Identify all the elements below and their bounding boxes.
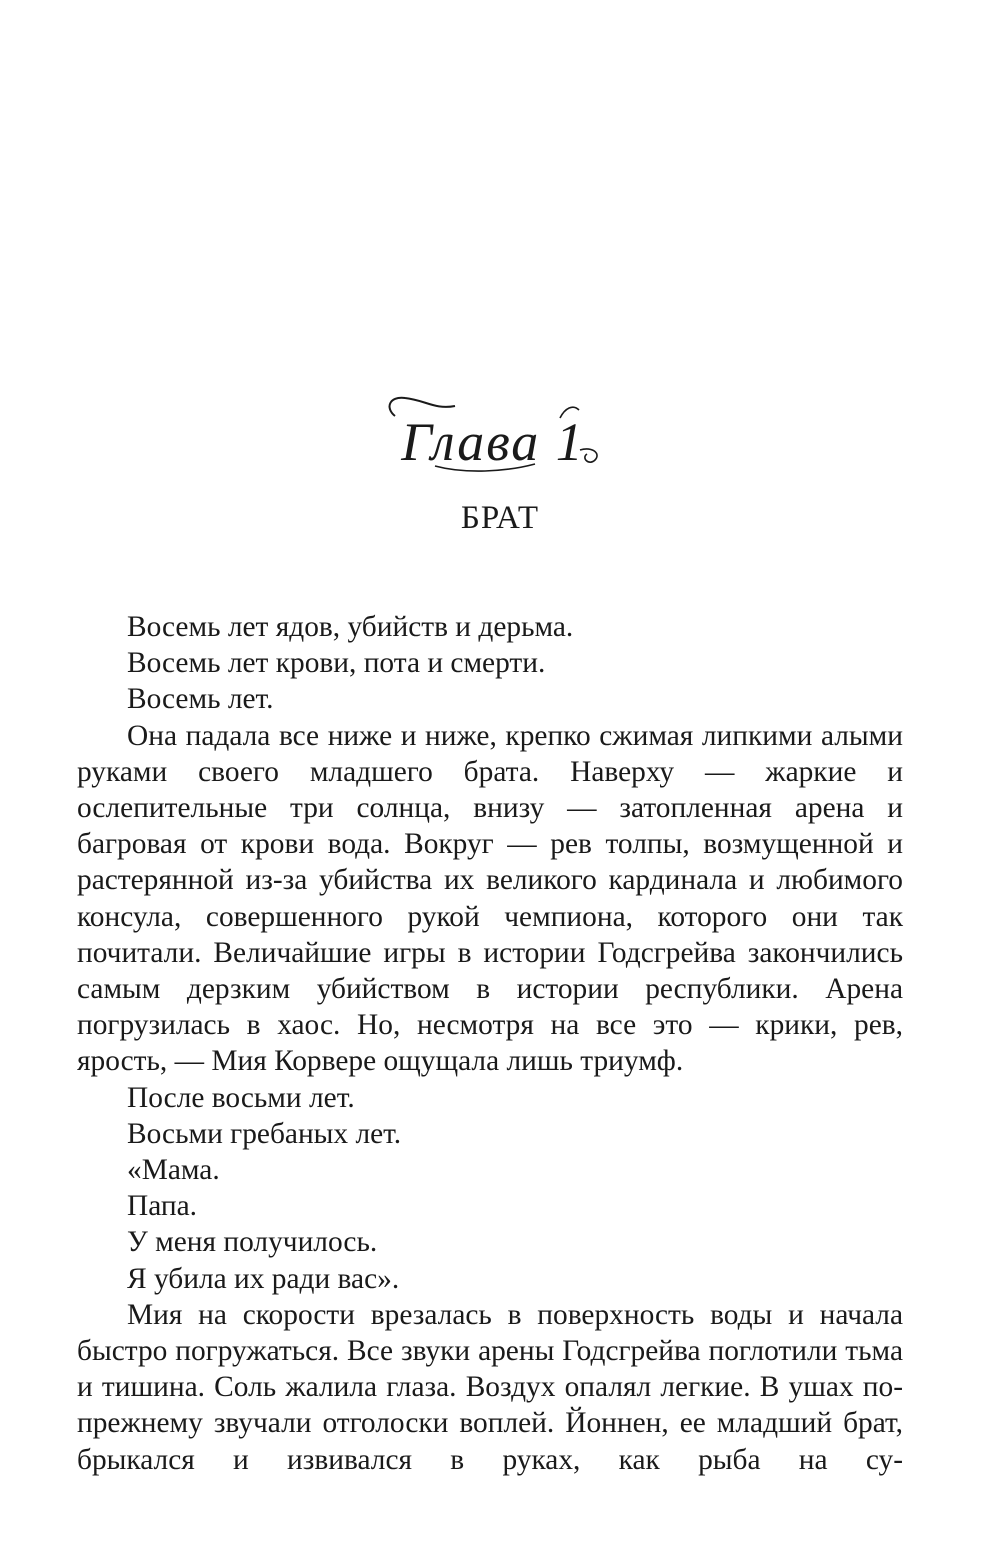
- paragraph: Мия на скорости врезалась в поверхность воды и начала быстро погружаться. Все звуки арены Годсгрейва поглотили тьма и тишина. Соль жалила глаза. Воздух опалял легкие. В ушах по-прежнему звучали отголоски воплей. Йоннен, ее младший брат, брыкался и извивался в руках, как рыба на су-: [77, 1298, 903, 1476]
- paragraph: Я убила их ради вас».: [127, 1262, 400, 1295]
- paragraph: Восемь лет крови, пота и смерти.: [127, 647, 546, 680]
- body-text: [77, 609, 903, 1478]
- paragraph: Восьми гребаных лет.: [127, 1117, 402, 1150]
- chapter-title: БРАТ: [460, 500, 540, 536]
- paragraph: Восемь лет ядов, убийств и дерьма.: [127, 611, 574, 643]
- paragraph: Папа.: [127, 1190, 198, 1223]
- paragraph: Восемь лет.: [127, 683, 274, 716]
- chapter-heading: [0, 388, 1000, 488]
- paragraph: После восьми лет.: [127, 1081, 355, 1114]
- chapter-ornament: [375, 388, 625, 488]
- chapter-label: Глава 1: [401, 412, 585, 472]
- paragraph: «Мама.: [127, 1154, 220, 1187]
- paragraph: Она падала все ниже и ниже, крепко сжимая липкими алыми руками своего младшего брата. Наверху — жаркие и ослепительные три солнца, внизу — затопленная арена и багровая от крови вода. Вокруг — рев толпы, возмущенной и растерянной из-за убийства их великого кардинала и любимого консула, совершенного рукой чемпиона, которого они так почитали. Величайшие игры в истории Годсгрейва закончились самым дерзким убийством в истории республики. Арена погрузилась в хаос. Но, несмотря на все это — крики, рев, ярость, — Мия Корвере ощущала лишь триумф.: [77, 719, 903, 1078]
- paragraph: У меня получилось.: [127, 1226, 378, 1259]
